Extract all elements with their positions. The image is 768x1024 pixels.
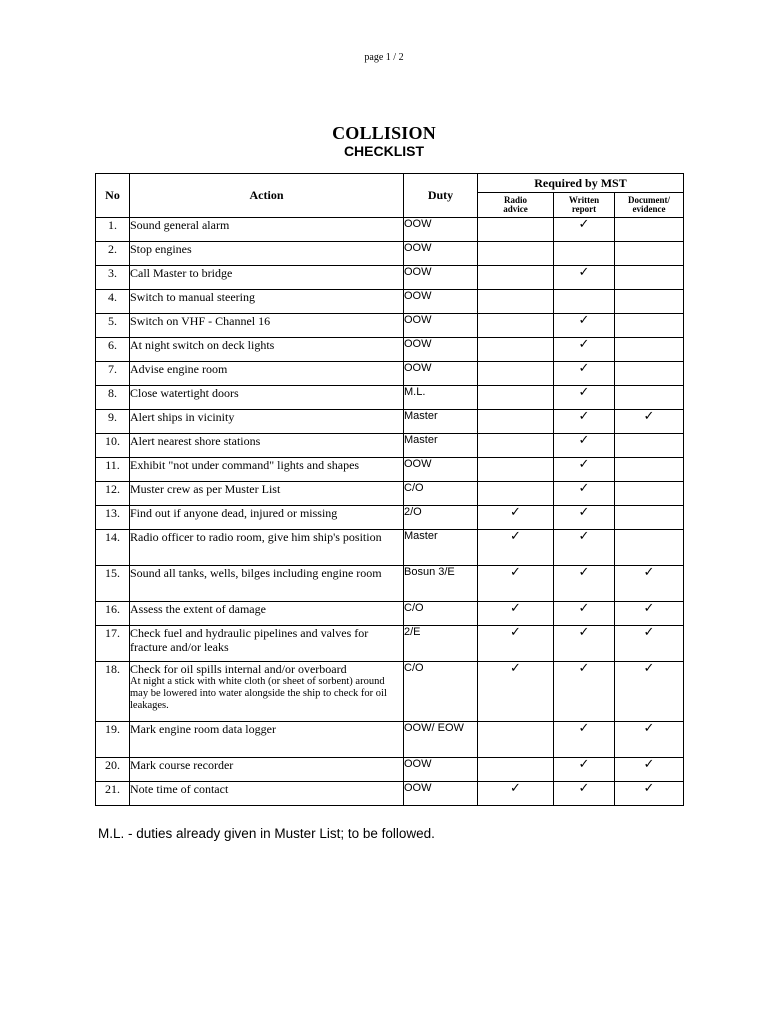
table-row xyxy=(96,242,684,266)
row-duty: OOW xyxy=(404,218,478,242)
checkmark-icon: ✓ xyxy=(510,529,521,544)
radio-check-cell xyxy=(478,338,554,362)
row-number: 3. xyxy=(96,266,130,290)
row-duty: C/O xyxy=(404,662,478,722)
radio-check-cell xyxy=(478,602,554,626)
checkmark-icon: ✓ xyxy=(578,505,590,520)
written-check-cell xyxy=(554,482,615,506)
checkmark-icon: ✓ xyxy=(578,457,590,472)
row-duty: OOW/ EOW xyxy=(404,722,478,758)
row-action-text: Check for oil spills internal and/or overboard xyxy=(130,662,347,676)
row-number: 4. xyxy=(96,290,130,314)
row-action-text: Exhibit "not under command" lights and shapes xyxy=(130,458,360,472)
document-check-cell xyxy=(615,290,684,314)
table-row xyxy=(96,314,684,338)
table-row xyxy=(96,602,684,626)
checkmark-icon: ✓ xyxy=(578,781,590,796)
radio-check-cell xyxy=(478,290,554,314)
header-action: Action xyxy=(130,174,404,218)
checkmark-icon: ✓ xyxy=(578,313,590,328)
table-row xyxy=(96,758,684,782)
written-check-cell xyxy=(554,566,615,602)
footer-note: M.L. - duties already given in Muster List; to be followed. xyxy=(98,826,435,841)
written-check-cell xyxy=(554,758,615,782)
written-check-cell xyxy=(554,386,615,410)
written-check-cell xyxy=(554,434,615,458)
checkmark-icon: ✓ xyxy=(510,625,521,640)
checkmark-icon: ✓ xyxy=(578,625,590,640)
row-action-text: Switch on VHF - Channel 16 xyxy=(130,314,271,328)
row-duty: M.L. xyxy=(404,386,478,410)
written-check-cell xyxy=(554,782,615,806)
checkmark-icon: ✓ xyxy=(643,721,655,736)
checkmark-icon: ✓ xyxy=(578,337,590,352)
row-action xyxy=(130,662,404,722)
radio-check-cell xyxy=(478,386,554,410)
checkmark-icon: ✓ xyxy=(578,481,590,496)
row-action-text: Call Master to bridge xyxy=(130,266,233,280)
row-number: 12. xyxy=(96,482,130,506)
row-action xyxy=(130,218,404,242)
document-check-cell xyxy=(615,386,684,410)
row-number: 16. xyxy=(96,602,130,626)
checkmark-icon: ✓ xyxy=(578,361,590,376)
table-row xyxy=(96,530,684,566)
row-number: 14. xyxy=(96,530,130,566)
table-row xyxy=(96,362,684,386)
radio-check-cell xyxy=(478,482,554,506)
radio-check-cell xyxy=(478,242,554,266)
checkmark-icon: ✓ xyxy=(510,601,521,616)
checkmark-icon: ✓ xyxy=(578,721,590,736)
row-number: 13. xyxy=(96,506,130,530)
row-duty: OOW xyxy=(404,362,478,386)
document-subtitle: CHECKLIST xyxy=(343,143,425,159)
row-number: 15. xyxy=(96,566,130,602)
radio-check-cell xyxy=(478,722,554,758)
header-written-report: Written report xyxy=(554,193,615,218)
table-row xyxy=(96,338,684,362)
written-check-cell xyxy=(554,530,615,566)
radio-check-cell xyxy=(478,662,554,722)
checkmark-icon: ✓ xyxy=(510,565,521,580)
row-duty: OOW xyxy=(404,290,478,314)
document-check-cell xyxy=(615,362,684,386)
table-row xyxy=(96,218,684,242)
table-row xyxy=(96,458,684,482)
document-check-cell xyxy=(615,410,684,434)
checkmark-icon: ✓ xyxy=(643,601,655,616)
document-title: COLLISION xyxy=(332,123,436,143)
written-check-cell xyxy=(554,362,615,386)
header-required-by-mst: Required by MST xyxy=(478,174,684,193)
row-action xyxy=(130,722,404,758)
row-duty: Bosun 3/E xyxy=(404,566,478,602)
radio-check-cell xyxy=(478,758,554,782)
document-check-cell xyxy=(615,338,684,362)
row-number: 6. xyxy=(96,338,130,362)
row-action xyxy=(130,482,404,506)
checkmark-icon: ✓ xyxy=(510,505,521,520)
row-duty: C/O xyxy=(404,602,478,626)
row-duty: OOW xyxy=(404,458,478,482)
table-row xyxy=(96,290,684,314)
table-row xyxy=(96,722,684,758)
row-number: 2. xyxy=(96,242,130,266)
row-action-text: Advise engine room xyxy=(130,362,228,376)
written-check-cell xyxy=(554,626,615,662)
checkmark-icon: ✓ xyxy=(578,433,590,448)
row-duty: Master xyxy=(404,434,478,458)
row-number: 20. xyxy=(96,758,130,782)
table-row xyxy=(96,386,684,410)
radio-check-cell xyxy=(478,218,554,242)
header-no: No xyxy=(96,174,130,218)
checkmark-icon: ✓ xyxy=(643,565,655,580)
row-duty: C/O xyxy=(404,482,478,506)
checkmark-icon: ✓ xyxy=(578,265,590,280)
row-action xyxy=(130,626,404,662)
row-action xyxy=(130,242,404,266)
row-number: 9. xyxy=(96,410,130,434)
document-check-cell xyxy=(615,530,684,566)
written-check-cell xyxy=(554,242,615,266)
table-header-row xyxy=(96,174,684,193)
radio-check-cell xyxy=(478,530,554,566)
document-check-cell xyxy=(615,266,684,290)
row-action-text: Mark engine room data logger xyxy=(130,722,276,736)
radio-check-cell xyxy=(478,566,554,602)
table-row xyxy=(96,782,684,806)
written-check-cell xyxy=(554,506,615,530)
document-check-cell xyxy=(615,482,684,506)
table-row xyxy=(96,662,684,722)
document-check-cell xyxy=(615,506,684,530)
document-check-cell xyxy=(615,722,684,758)
row-action-text: Alert nearest shore stations xyxy=(130,434,261,448)
checkmark-icon: ✓ xyxy=(643,757,655,772)
written-check-cell xyxy=(554,602,615,626)
written-check-cell xyxy=(554,410,615,434)
table-row xyxy=(96,566,684,602)
row-action xyxy=(130,386,404,410)
row-duty: OOW xyxy=(404,266,478,290)
header-duty: Duty xyxy=(404,174,478,218)
row-duty: Master xyxy=(404,410,478,434)
row-action xyxy=(130,530,404,566)
document-check-cell xyxy=(615,434,684,458)
row-number: 19. xyxy=(96,722,130,758)
row-action xyxy=(130,290,404,314)
row-action-text: Check fuel and hydraulic pipelines and valves for fracture and/or leaks xyxy=(130,626,369,654)
document-check-cell xyxy=(615,782,684,806)
row-action xyxy=(130,458,404,482)
checkmark-icon: ✓ xyxy=(643,661,655,676)
row-duty: OOW xyxy=(404,314,478,338)
row-number: 1. xyxy=(96,218,130,242)
row-action-text: Find out if anyone dead, injured or missing xyxy=(130,506,338,520)
table-row xyxy=(96,434,684,458)
table-row xyxy=(96,410,684,434)
row-action xyxy=(130,782,404,806)
checkmark-icon: ✓ xyxy=(578,385,590,400)
row-duty: OOW xyxy=(404,758,478,782)
row-action-text: Radio officer to radio room, give him ship's position xyxy=(130,530,382,544)
row-action xyxy=(130,566,404,602)
row-action-text: Stop engines xyxy=(130,242,192,256)
row-action xyxy=(130,266,404,290)
row-number: 11. xyxy=(96,458,130,482)
checkmark-icon: ✓ xyxy=(510,661,521,676)
row-action xyxy=(130,758,404,782)
document-check-cell xyxy=(615,458,684,482)
radio-check-cell xyxy=(478,782,554,806)
radio-check-cell xyxy=(478,410,554,434)
radio-check-cell xyxy=(478,362,554,386)
row-number: 17. xyxy=(96,626,130,662)
written-check-cell xyxy=(554,662,615,722)
written-check-cell xyxy=(554,218,615,242)
row-duty: 2/E xyxy=(404,626,478,662)
radio-check-cell xyxy=(478,314,554,338)
checkmark-icon: ✓ xyxy=(578,757,590,772)
row-number: 5. xyxy=(96,314,130,338)
row-action-note: At night a stick with white cloth (or sheet of sorbent) around may be lowered into water alongside the ship to check for oil leakages. xyxy=(130,676,387,711)
row-duty: OOW xyxy=(404,782,478,806)
page-number: page 1 / 2 xyxy=(364,52,404,63)
row-action xyxy=(130,506,404,530)
header-radio-advice: Radio advice xyxy=(478,193,554,218)
row-action-text: Mark course recorder xyxy=(130,758,234,772)
document-check-cell xyxy=(615,242,684,266)
radio-check-cell xyxy=(478,266,554,290)
row-duty: OOW xyxy=(404,338,478,362)
written-check-cell xyxy=(554,722,615,758)
row-action-text: Sound general alarm xyxy=(130,218,230,232)
row-action xyxy=(130,338,404,362)
checkmark-icon: ✓ xyxy=(510,781,521,796)
row-action xyxy=(130,434,404,458)
document-check-cell xyxy=(615,758,684,782)
row-action-text: At night switch on deck lights xyxy=(130,338,275,352)
table-row xyxy=(96,482,684,506)
row-action-text: Assess the extent of damage xyxy=(130,602,266,616)
row-action-text: Close watertight doors xyxy=(130,386,239,400)
document-check-cell xyxy=(615,218,684,242)
row-action-text: Alert ships in vicinity xyxy=(130,410,235,424)
document-check-cell xyxy=(615,602,684,626)
header-document-evidence: Document/ evidence xyxy=(615,193,684,218)
row-number: 21. xyxy=(96,782,130,806)
row-duty: Master xyxy=(404,530,478,566)
checkmark-icon: ✓ xyxy=(643,409,655,424)
row-action-text: Muster crew as per Muster List xyxy=(130,482,281,496)
row-number: 8. xyxy=(96,386,130,410)
document-check-cell xyxy=(615,626,684,662)
written-check-cell xyxy=(554,338,615,362)
checkmark-icon: ✓ xyxy=(578,601,590,616)
written-check-cell xyxy=(554,266,615,290)
row-action-text: Switch to manual steering xyxy=(130,290,255,304)
radio-check-cell xyxy=(478,506,554,530)
checkmark-icon: ✓ xyxy=(643,781,655,796)
row-action-text: Note time of contact xyxy=(130,782,229,796)
checkmark-icon: ✓ xyxy=(578,529,590,544)
table-row xyxy=(96,506,684,530)
written-check-cell xyxy=(554,314,615,338)
table-row xyxy=(96,266,684,290)
radio-check-cell xyxy=(478,458,554,482)
checkmark-icon: ✓ xyxy=(578,217,590,232)
radio-check-cell xyxy=(478,434,554,458)
row-number: 7. xyxy=(96,362,130,386)
checkmark-icon: ✓ xyxy=(578,565,590,580)
document-check-cell xyxy=(615,662,684,722)
row-number: 18. xyxy=(96,662,130,722)
document-check-cell xyxy=(615,566,684,602)
row-action xyxy=(130,314,404,338)
row-action xyxy=(130,362,404,386)
checkmark-icon: ✓ xyxy=(578,409,590,424)
checklist-table xyxy=(95,173,684,806)
checkmark-icon: ✓ xyxy=(643,625,655,640)
row-action-text: Sound all tanks, wells, bilges including engine room xyxy=(130,566,382,580)
written-check-cell xyxy=(554,458,615,482)
checkmark-icon: ✓ xyxy=(578,661,590,676)
row-duty: 2/O xyxy=(404,506,478,530)
table-row xyxy=(96,626,684,662)
document-check-cell xyxy=(615,314,684,338)
row-number: 10. xyxy=(96,434,130,458)
row-action xyxy=(130,602,404,626)
row-action xyxy=(130,410,404,434)
written-check-cell xyxy=(554,290,615,314)
radio-check-cell xyxy=(478,626,554,662)
row-duty: OOW xyxy=(404,242,478,266)
